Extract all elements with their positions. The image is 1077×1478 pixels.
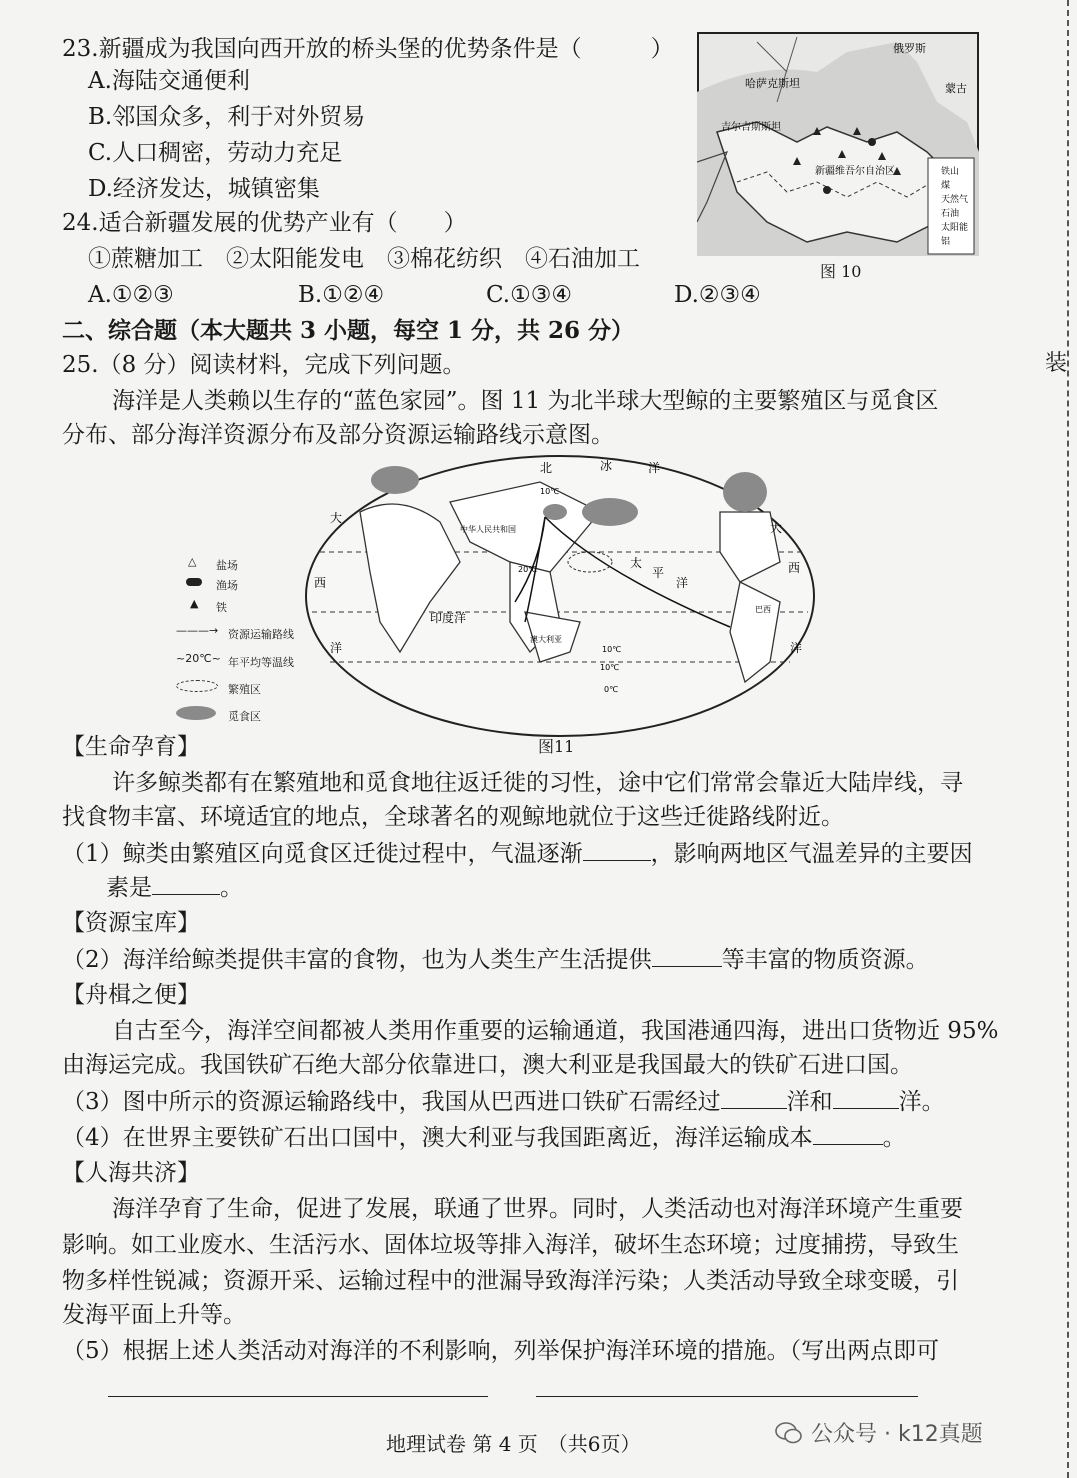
fig11-isotherm-4: 0℃: [604, 685, 619, 694]
fig11-legend-isotherm: 年平均等温线: [228, 656, 294, 669]
watermark: [775, 1417, 983, 1448]
fig11-ocean-8: 平: [652, 566, 665, 580]
q25-3-blank-b[interactable]: [833, 1086, 899, 1109]
fig10-label-xinjiang: 新疆维吾尔自治区: [815, 166, 895, 177]
fig11-legend-salt: 盐场: [216, 559, 238, 572]
q23-option-b: B.邻国众多，利于对外贸易: [88, 104, 366, 130]
fig11-ocean-5: 西: [788, 561, 801, 575]
q24-stem: 24.适合新疆发展的优势产业有（ ）: [62, 210, 467, 236]
fig10-legend-4: 石油: [941, 209, 960, 219]
section-shipping-heading: 【舟楫之便】: [62, 982, 200, 1008]
q25-stem: 25.（8 分）阅读材料，完成下列问题。: [62, 352, 466, 378]
figure-10-caption: 图 10: [820, 262, 862, 281]
fig10-label-russia: 俄罗斯: [893, 42, 926, 55]
section-life-heading: 【生命孕育】: [62, 734, 200, 760]
fig11-legend-feeding: 觅食区: [228, 710, 261, 723]
q24-option-a: A.①②③: [88, 282, 174, 308]
section-life-text-1: 许多鲸类都有在繁殖地和觅食地往返迁徙的习性，途中它们常常会靠近大陆岸线，寻: [112, 770, 963, 796]
fig10-legend-1: 铁山: [941, 167, 960, 177]
section-resources-heading: 【资源宝库】: [62, 910, 200, 936]
fig11-ocean-7: 太: [630, 556, 643, 570]
section-sea-text-2: 影响。如工业废水、生活污水、固体垃圾等排入海洋，破坏生态环境；过度捕捞，导致生: [62, 1232, 959, 1258]
fig11-ocean-6: 洋: [790, 641, 803, 655]
fig10-legend-6: 铝: [941, 237, 951, 247]
q23-option-c: C.人口稠密，劳动力充足: [88, 140, 343, 166]
fig10-label-kazakhstan: 哈萨克斯坦: [745, 77, 800, 90]
section-sea-text-3: 物多样性锐减；资源开采、运输过程中的泄漏导致海洋污染；人类活动导致全球变暖，引: [62, 1268, 959, 1294]
section-shipping-text-1: 自古至今，海洋空间都被人类用作重要的运输通道，我国港通四海，进出口货物近 95%: [112, 1018, 999, 1044]
binding-mark: 装: [1044, 351, 1067, 376]
fig11-ocean-11: 大: [330, 511, 343, 525]
q24-option-d: D.②③④: [674, 282, 761, 308]
fig10-label-kyrgyzstan: 吉尔吉斯斯坦: [721, 122, 781, 133]
fig11-ocean-9: 洋: [676, 576, 689, 590]
fig11-ocean-12: 西: [314, 576, 327, 590]
section-sea-text-4: 发海平面上升等。: [62, 1302, 246, 1328]
q25-1-blank-a[interactable]: [583, 838, 651, 861]
q25-5-answer-line-2[interactable]: [536, 1396, 918, 1397]
section-life-text-2: 找食物丰富、环境适宜的地点，全球著名的观鲸地就位于这些迁徙路线附近。: [62, 804, 844, 830]
fig11-label-australia: 澳大利亚: [530, 635, 562, 644]
q24-option-c: C.①③④: [486, 282, 572, 308]
figure-11-world-map: [300, 452, 820, 740]
fig10-label-mongolia: 蒙古: [945, 82, 967, 95]
fig11-isotherm-5: 10℃: [600, 663, 620, 672]
q25-1-blank-b[interactable]: [152, 872, 220, 895]
watermark-text: 公众号 · k12真题: [811, 1422, 983, 1447]
figure-11-caption: 图11: [538, 737, 575, 756]
fig10-legend-2: 煤: [941, 181, 951, 191]
fig11-ocean-3: 洋: [648, 461, 661, 475]
q24-option-b: B.①②④: [298, 282, 385, 308]
fig11-ocean-10: 印度洋: [430, 611, 467, 625]
fig11-ocean-4: 大: [770, 521, 783, 535]
q23-stem: 23.新疆成为我国向西开放的桥头堡的优势条件是（ ）: [62, 36, 674, 62]
fig11-ocean-2: 冰: [600, 459, 613, 473]
fig11-label-china: 中华人民共和国: [460, 525, 516, 534]
q25-3-blank-a[interactable]: [721, 1086, 787, 1109]
figure-10-map: [697, 32, 979, 256]
page-footer: 地理试卷 第 4 页 （共6页）: [386, 1432, 641, 1456]
fig11-legend-iron: 铁: [216, 601, 227, 614]
wechat-icon: [775, 1421, 803, 1445]
fig11-ocean-1: 北: [540, 461, 553, 475]
q25-4-blank[interactable]: [813, 1122, 883, 1145]
q23-option-d: D.经济发达，城镇密集: [88, 176, 320, 202]
section-2-heading: 二、综合题（本大题共 3 小题，每空 1 分，共 26 分）: [62, 317, 635, 344]
q24-items: ①蔗糖加工 ②太阳能发电 ③棉花纺织 ④石油加工: [88, 246, 640, 272]
binding-dashed-line: [1067, 0, 1069, 1478]
fig11-isotherm-2: 20℃: [518, 565, 538, 574]
q25-5-answer-line-1[interactable]: [108, 1396, 488, 1397]
fig11-label-brazil: 巴西: [755, 605, 771, 614]
q25-intro-1: 海洋是人类赖以生存的“蓝色家园”。图 11 为北半球大型鲸的主要繁殖区与觅食区: [112, 388, 939, 414]
fig10-legend-5: 太阳能: [941, 223, 969, 233]
section-sea-heading: 【人海共济】: [62, 1160, 200, 1186]
q25-4: （4）在世界主要铁矿石出口国中，澳大利亚与我国距离近，海洋运输成本 。: [62, 1122, 906, 1153]
fig11-legend-breeding: 繁殖区: [228, 683, 261, 696]
fig11-isotherm-3: 10℃: [602, 645, 622, 654]
q25-intro-2: 分布、部分海洋资源分布及部分资源运输路线示意图。: [62, 422, 614, 448]
q25-1: （1）鲸类由繁殖区向觅食区迁徙过程中，气温逐渐 ，影响两地区气温差异的主要因: [62, 838, 973, 869]
q25-2-blank[interactable]: [652, 944, 722, 967]
section-shipping-text-2: 由海运完成。我国铁矿石绝大部分依靠进口，澳大利亚是我国最大的铁矿石进口国。: [62, 1052, 913, 1078]
fig11-legend-route: 资源运输路线: [228, 628, 294, 641]
fig11-isotherm-1: 10℃: [540, 487, 560, 496]
q25-1-cont: 素是 。: [106, 872, 243, 903]
q25-3: （3）图中所示的资源运输路线中，我国从巴西进口铁矿石需经过 洋和 洋。: [62, 1086, 945, 1117]
section-sea-text-1: 海洋孕育了生命，促进了发展，联通了世界。同时，人类活动也对海洋环境产生重要: [112, 1196, 963, 1222]
fig11-legend-fishery: 渔场: [216, 579, 238, 592]
q23-option-a: A.海陆交通便利: [88, 68, 250, 94]
fig10-legend-3: 天然气: [941, 195, 969, 205]
q25-2: （2）海洋给鲸类提供丰富的食物，也为人类生产生活提供 等丰富的物质资源。: [62, 944, 929, 975]
q25-5: （5）根据上述人类活动对海洋的不利影响，列举保护海洋环境的措施。（写出两点即可: [62, 1338, 940, 1364]
fig11-ocean-13: 洋: [330, 641, 343, 655]
